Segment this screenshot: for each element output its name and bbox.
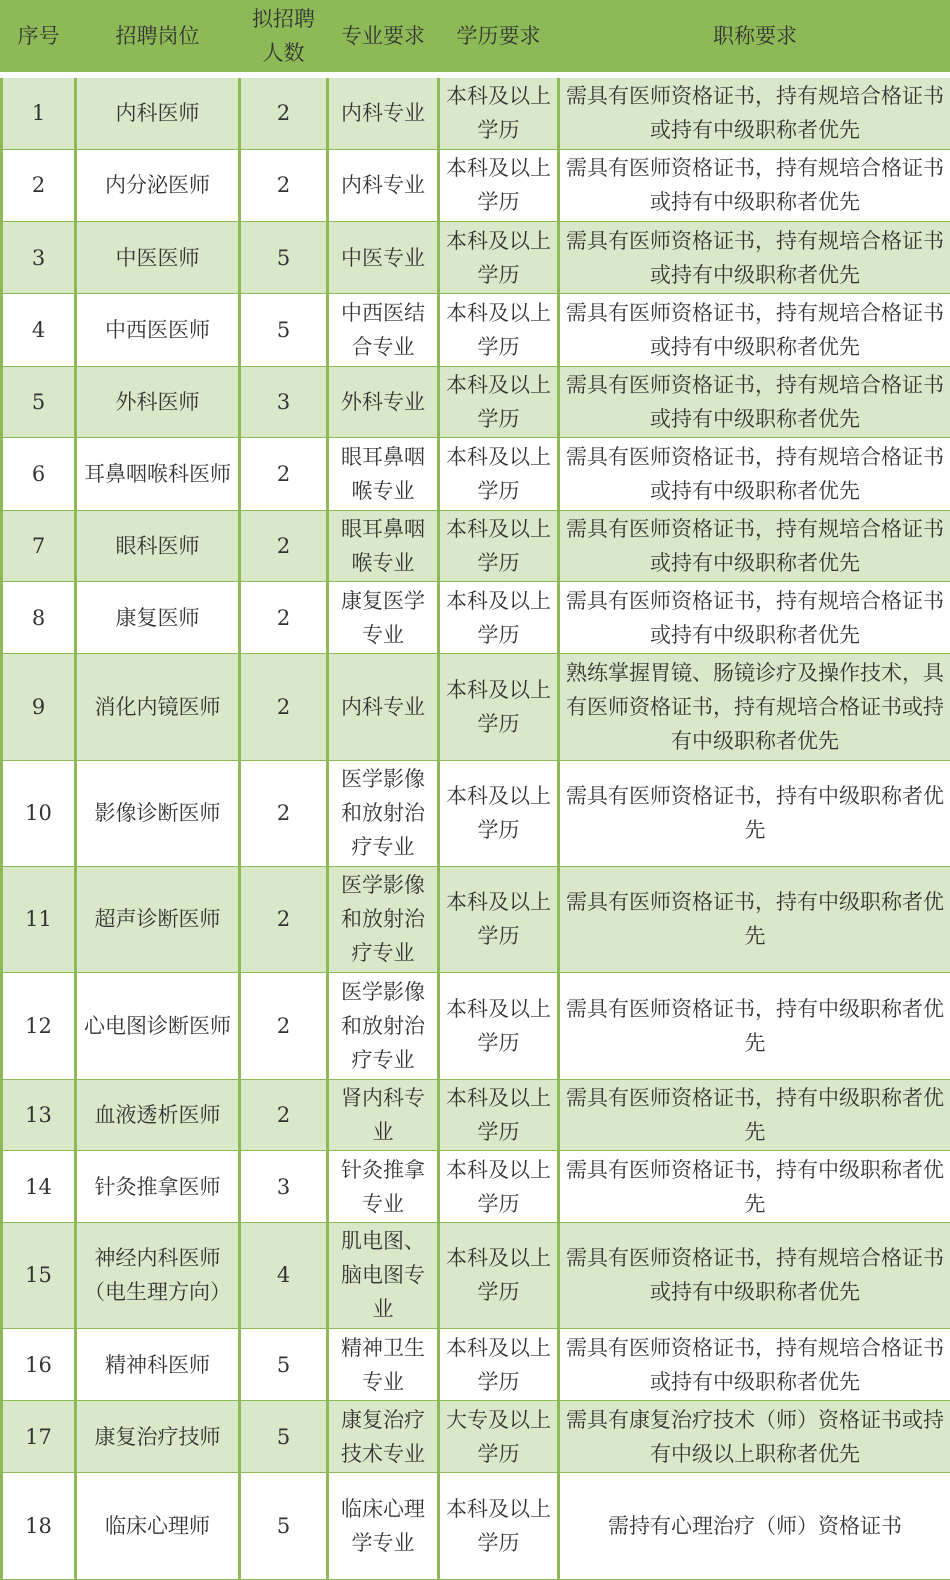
table-row (2, 1328, 950, 1401)
cell-no: 9 (2, 653, 76, 760)
cell-count: 5 (240, 222, 328, 294)
cell-no: 14 (2, 1151, 76, 1223)
table-row (2, 438, 950, 511)
cell-position: 临床心理师 (76, 1472, 240, 1579)
cell-no: 1 (2, 75, 76, 150)
cell-major: 眼耳鼻咽喉专业 (328, 510, 439, 582)
cell-count: 2 (240, 510, 328, 582)
table-row (2, 293, 950, 366)
cell-major: 肌电图、脑电图专业 (328, 1222, 439, 1328)
cell-count: 2 (240, 582, 328, 654)
cell-count: 2 (240, 866, 328, 972)
cell-count: 5 (240, 293, 328, 366)
cell-no: 3 (2, 222, 76, 294)
cell-major: 内科专业 (328, 653, 439, 760)
cell-major: 内科专业 (328, 75, 439, 150)
cell-no: 18 (2, 1472, 76, 1579)
cell-position: 神经内科医师（电生理方向） (76, 1222, 240, 1328)
header-major: 专业要求 (328, 1, 439, 75)
cell-title: 需具有医师资格证书，持有中级职称者优先 (559, 1079, 950, 1151)
table-row (2, 510, 950, 582)
table-row (2, 582, 950, 654)
cell-no: 5 (2, 366, 76, 438)
cell-education: 本科及以上学历 (439, 1151, 559, 1223)
cell-title: 需具有康复治疗技术（师）资格证书或持有中级以上职称者优先 (559, 1401, 950, 1473)
table-row (2, 1472, 950, 1579)
table-row (2, 866, 950, 972)
cell-count: 2 (240, 760, 328, 866)
cell-title: 需具有医师资格证书，持有中级职称者优先 (559, 760, 950, 866)
cell-no: 15 (2, 1222, 76, 1328)
cell-title: 需具有医师资格证书，持有规培合格证书或持有中级职称者优先 (559, 1328, 950, 1401)
table-row (2, 75, 950, 150)
cell-position: 超声诊断医师 (76, 866, 240, 972)
cell-major: 中西医结合专业 (328, 293, 439, 366)
cell-count: 5 (240, 1328, 328, 1401)
cell-title: 需具有医师资格证书，持有规培合格证书或持有中级职称者优先 (559, 366, 950, 438)
cell-no: 10 (2, 760, 76, 866)
cell-education: 本科及以上学历 (439, 1472, 559, 1579)
cell-no: 13 (2, 1079, 76, 1151)
cell-education: 本科及以上学历 (439, 653, 559, 760)
cell-position: 精神科医师 (76, 1328, 240, 1401)
header-title: 职称要求 (559, 1, 950, 75)
cell-count: 5 (240, 1401, 328, 1473)
cell-major: 肾内科专业 (328, 1079, 439, 1151)
cell-education: 本科及以上学历 (439, 510, 559, 582)
cell-position: 心电图诊断医师 (76, 972, 240, 1079)
cell-position: 中西医医师 (76, 293, 240, 366)
cell-count: 2 (240, 972, 328, 1079)
cell-title: 需具有医师资格证书，持有规培合格证书或持有中级职称者优先 (559, 149, 950, 222)
cell-title: 需具有医师资格证书，持有中级职称者优先 (559, 972, 950, 1079)
cell-major: 眼耳鼻咽喉专业 (328, 438, 439, 511)
cell-education: 本科及以上学历 (439, 760, 559, 866)
cell-count: 2 (240, 1079, 328, 1151)
cell-major: 医学影像和放射治疗专业 (328, 760, 439, 866)
cell-title: 需具有医师资格证书，持有规培合格证书或持有中级职称者优先 (559, 438, 950, 511)
cell-education: 本科及以上学历 (439, 222, 559, 294)
header-education: 学历要求 (439, 1, 559, 75)
cell-count: 2 (240, 653, 328, 760)
cell-position: 影像诊断医师 (76, 760, 240, 866)
table-row (2, 653, 950, 760)
header-count: 拟招聘人数 (240, 1, 328, 75)
cell-education: 本科及以上学历 (439, 972, 559, 1079)
cell-education: 本科及以上学历 (439, 149, 559, 222)
cell-no: 6 (2, 438, 76, 511)
table-row (2, 1401, 950, 1473)
table-body (2, 75, 950, 1580)
header-no: 序号 (2, 1, 76, 75)
cell-count: 2 (240, 149, 328, 222)
cell-title: 需具有医师资格证书，持有中级职称者优先 (559, 1151, 950, 1223)
cell-education: 本科及以上学历 (439, 582, 559, 654)
cell-major: 中医专业 (328, 222, 439, 294)
cell-count: 5 (240, 1472, 328, 1579)
cell-title: 需具有医师资格证书，持有规培合格证书或持有中级职称者优先 (559, 1222, 950, 1328)
cell-no: 2 (2, 149, 76, 222)
cell-education: 本科及以上学历 (439, 75, 559, 150)
cell-count: 3 (240, 1151, 328, 1223)
cell-no: 16 (2, 1328, 76, 1401)
cell-education: 本科及以上学历 (439, 1222, 559, 1328)
cell-education: 本科及以上学历 (439, 866, 559, 972)
table-row (2, 366, 950, 438)
cell-education: 大专及以上学历 (439, 1401, 559, 1473)
cell-education: 本科及以上学历 (439, 438, 559, 511)
cell-position: 内科医师 (76, 75, 240, 150)
cell-title: 需具有医师资格证书，持有规培合格证书或持有中级职称者优先 (559, 293, 950, 366)
cell-title: 需具有医师资格证书，持有规培合格证书或持有中级职称者优先 (559, 510, 950, 582)
table-row (2, 760, 950, 866)
cell-count: 2 (240, 75, 328, 150)
cell-no: 11 (2, 866, 76, 972)
cell-title: 需具有医师资格证书，持有规培合格证书或持有中级职称者优先 (559, 75, 950, 150)
cell-title: 需具有医师资格证书，持有中级职称者优先 (559, 866, 950, 972)
cell-major: 精神卫生专业 (328, 1328, 439, 1401)
cell-education: 本科及以上学历 (439, 1079, 559, 1151)
cell-no: 17 (2, 1401, 76, 1473)
cell-position: 血液透析医师 (76, 1079, 240, 1151)
cell-position: 内分泌医师 (76, 149, 240, 222)
cell-position: 眼科医师 (76, 510, 240, 582)
cell-major: 外科专业 (328, 366, 439, 438)
cell-count: 2 (240, 438, 328, 511)
table-row (2, 222, 950, 294)
table-row (2, 1151, 950, 1223)
cell-major: 医学影像和放射治疗专业 (328, 972, 439, 1079)
cell-no: 8 (2, 582, 76, 654)
header-row (2, 1, 950, 75)
cell-count: 3 (240, 366, 328, 438)
cell-no: 7 (2, 510, 76, 582)
cell-education: 本科及以上学历 (439, 1328, 559, 1401)
table-row (2, 972, 950, 1079)
cell-position: 针灸推拿医师 (76, 1151, 240, 1223)
cell-no: 12 (2, 972, 76, 1079)
cell-position: 消化内镜医师 (76, 653, 240, 760)
cell-title: 熟练掌握胃镜、肠镜诊疗及操作技术，具有医师资格证书，持有规培合格证书或持有中级职称者优先 (559, 653, 950, 760)
header-position: 招聘岗位 (76, 1, 240, 75)
cell-title: 需具有医师资格证书，持有规培合格证书或持有中级职称者优先 (559, 582, 950, 654)
table-row (2, 1079, 950, 1151)
cell-major: 内科专业 (328, 149, 439, 222)
cell-position: 外科医师 (76, 366, 240, 438)
cell-major: 针灸推拿专业 (328, 1151, 439, 1223)
cell-position: 康复医师 (76, 582, 240, 654)
cell-major: 医学影像和放射治疗专业 (328, 866, 439, 972)
table-row (2, 149, 950, 222)
table-row (2, 1222, 950, 1328)
cell-title: 需具有医师资格证书，持有规培合格证书或持有中级职称者优先 (559, 222, 950, 294)
cell-education: 本科及以上学历 (439, 293, 559, 366)
cell-major: 康复医学专业 (328, 582, 439, 654)
cell-title: 需持有心理治疗（师）资格证书 (559, 1472, 950, 1579)
cell-major: 康复治疗技术专业 (328, 1401, 439, 1473)
cell-no: 4 (2, 293, 76, 366)
cell-major: 临床心理学专业 (328, 1472, 439, 1579)
cell-count: 4 (240, 1222, 328, 1328)
cell-education: 本科及以上学历 (439, 366, 559, 438)
cell-position: 中医医师 (76, 222, 240, 294)
cell-position: 康复治疗技师 (76, 1401, 240, 1473)
cell-position: 耳鼻咽喉科医师 (76, 438, 240, 511)
